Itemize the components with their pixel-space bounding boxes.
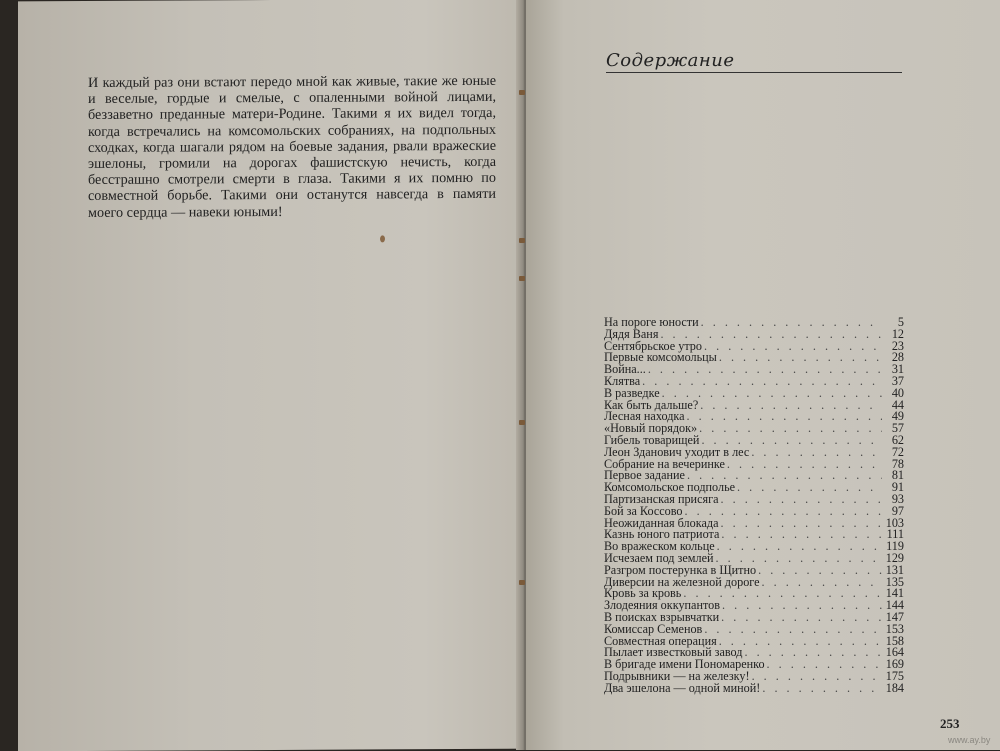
toc-entry-title: Комсомольское подполье [604,480,736,495]
toc-entry-title: Кровь за кровь [604,586,682,601]
toc-entry-page: 144 [885,598,904,613]
toc-entry-page: 12 [891,326,904,341]
toc-dot-leader [717,352,882,364]
toc-entry-title: Подрывники — на железку! [604,668,750,683]
toc-entry-page: 119 [886,539,904,554]
toc-entry-page: 141 [885,586,904,601]
toc-entry-title: Во вражеском кольце [604,539,715,554]
toc-entry-page: 5 [897,315,904,329]
toc-dot-leader [640,376,882,388]
toc-entry-title: «Новый порядок» [604,421,698,436]
toc-entry-title: Война... [604,362,646,377]
toc-entry-page: 184 [885,680,904,695]
toc-entry-title: Злодеяния оккупантов [604,598,721,613]
toc-entry-title: Разгром постерунка в Щитно [604,562,757,577]
toc-dot-leader [702,624,882,636]
toc-dot-leader [719,494,882,506]
toc-entry-page: 31 [891,362,904,377]
toc-entry-page: 93 [891,491,904,506]
binding-stitch [519,238,525,243]
toc-entry-title: Совместная операция [604,633,717,648]
paper-stain [380,235,385,242]
toc-entry-title: Клятва [604,373,641,388]
toc-entry-title: Бой за Коссово [604,503,683,518]
toc-dot-leader [760,577,882,589]
toc-entry-title: Первое задание [604,468,685,483]
toc-entry-title: Первые комсомольцы [604,350,717,365]
toc-entry-title: Неожиданная блокада [604,515,719,530]
closing-paragraph: И каждый раз они встают передо мной как живые, такие же юные и веселые, гордые и смелые, с опаленными войной лицами, беззаветно преданные матери-Родине. Такими я их видел тогда, когда встречались на комсомольских собраниях, на подпольных сходках, когда шагали рядом на боевые задания, рвали вражеские эшелоны, громили на дорогах фашистскую нечисть, когда бесстрашно смотрели смерти в глаза. Такими я их помню по совместной борьбе. Такими они останутся навсегда в памяти моего сердца — навеки юными! [88,72,496,221]
toc-dot-leader [698,400,882,412]
toc-entry-title: В поисках взрывчатки [604,609,720,624]
toc-entry-page: 81 [891,468,904,483]
toc-dot-leader [685,411,882,423]
toc-entry-page: 57 [891,421,904,436]
toc-dot-leader [699,317,882,329]
toc-entry-page: 72 [891,444,904,459]
toc-dot-leader [715,541,882,553]
toc-entry [604,352,904,364]
watermark: www.ay.by [948,735,991,745]
toc-entry-page: 44 [891,397,904,412]
toc-entry-title: Исчезаем под землей [604,550,714,565]
toc-dot-leader [725,459,882,471]
toc-entry-page: 164 [885,645,904,660]
toc-entry-title: Партизанская присяга [604,491,719,506]
toc-entry-page: 91 [891,480,904,495]
toc-dot-leader [760,683,882,695]
toc-entry-title: Дядя Ваня [604,326,659,341]
toc-dot-leader [702,341,882,353]
toc-entry-page: 111 [886,527,904,542]
toc-entry-title: Казнь юного патриота [604,527,720,542]
toc-entry-title: На пороге юности [604,315,699,329]
toc-title: Содержание [606,50,735,71]
toc-dot-leader [719,529,882,541]
toc-entry-page: 175 [885,668,904,683]
binding-stitch [519,90,525,95]
toc-entry-page: 153 [885,621,904,636]
toc-dot-leader [719,518,883,530]
toc-dot-leader [646,364,882,376]
toc-entry-title: Как быть дальше? [604,397,699,412]
toc-entry-page: 37 [891,373,904,388]
toc-dot-leader [735,482,882,494]
toc-entry-page: 78 [891,456,904,471]
toc-entry-page: 147 [885,609,904,624]
toc-dot-leader [719,612,882,624]
toc-entry-title: Гибель товарищей [604,432,700,447]
toc-entry-page: 129 [885,550,904,565]
toc-entry-page: 40 [891,385,904,400]
binding-stitch [519,580,525,585]
title-underline [606,72,902,73]
toc-dot-leader [756,565,882,577]
toc-entry-page: 62 [891,432,904,447]
toc-dot-leader [720,600,882,612]
toc-entry-page: 158 [885,633,904,648]
page-number: 253 [940,716,960,731]
toc-entry-page: 131 [885,562,904,577]
toc-dot-leader [750,671,882,683]
toc-entry-title: Лесная находка [604,409,685,424]
toc-dot-leader [697,423,882,435]
toc-entry-title: Диверсии на железной дороге [604,574,760,589]
toc-entry [604,364,904,376]
left-page [18,0,526,751]
toc-entry-page: 23 [891,338,904,353]
toc-entry-title: Пылает известковый завод [604,645,743,660]
right-page [526,0,1000,750]
toc-entry [604,680,904,695]
binding-stitch [519,420,525,425]
toc-entry-title: Два эшелона — одной миной! [604,680,761,695]
toc-entry-page: 103 [885,515,904,530]
toc-dot-leader [749,447,882,459]
toc-entry-title: В бригаде имени Пономаренко [604,657,765,672]
toc-entry-page: 49 [891,409,904,424]
toc-entry-page: 97 [891,503,904,518]
toc-entry-title: Комиссар Семенов [604,621,703,636]
toc-entry-title: Собрание на вечеринке [604,456,725,471]
toc-entry-page: 28 [891,350,904,365]
table-of-contents [604,317,904,695]
toc-entry-title: Сентябрьское утро [604,338,702,353]
toc-entry-title: В разведке [604,385,660,400]
toc-dot-leader [765,659,882,671]
toc-entry-page: 169 [885,657,904,672]
toc-entry-page: 135 [885,574,904,589]
toc-entry-title: Леон Зданович уходит в лес [604,444,750,459]
binding-stitch [519,276,525,281]
